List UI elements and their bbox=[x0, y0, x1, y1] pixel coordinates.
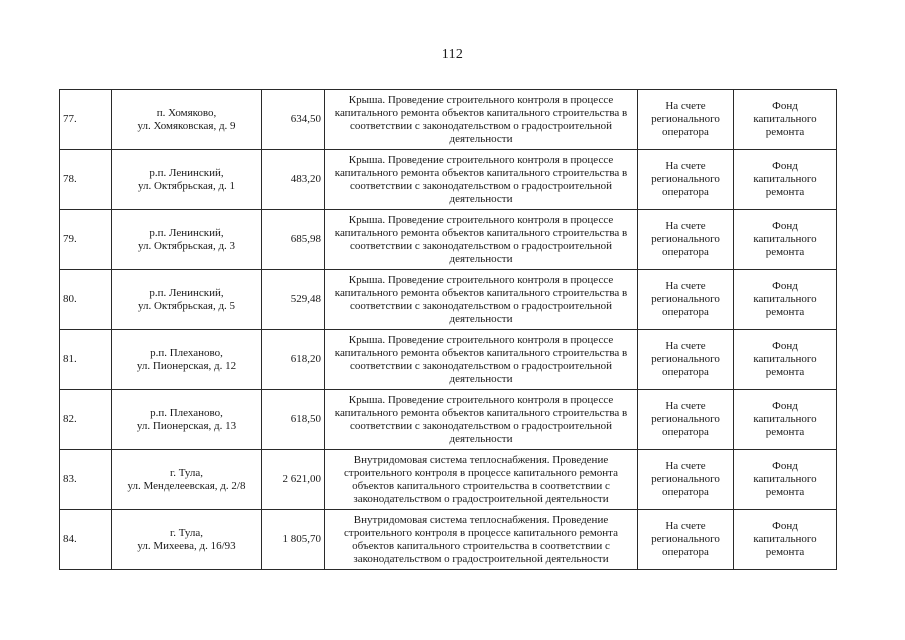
address-locality: р.п. Плеханово, bbox=[150, 406, 223, 419]
area-cell: 2 621,00 bbox=[262, 450, 325, 510]
table-row bbox=[60, 210, 837, 270]
account-method-line: регионального bbox=[651, 293, 720, 305]
account-method-line: оператора bbox=[662, 186, 709, 198]
funding-source-line: капитального bbox=[753, 413, 817, 425]
row-number: 77. bbox=[60, 90, 112, 150]
account-method-cell bbox=[638, 150, 734, 210]
funding-source-line: ремонта bbox=[765, 486, 805, 498]
work-description-cell: Крыша. Проведение строительного контроля в процессе капитального ремонта объектов капитального строительства в соответствии с законодательством о градостроительной деятельности bbox=[325, 150, 638, 210]
account-method-line: оператора bbox=[662, 426, 709, 438]
account-method-cell bbox=[638, 210, 734, 270]
account-method-line: На счете bbox=[665, 160, 706, 172]
account-method-line: На счете bbox=[665, 520, 706, 532]
funding-source-cell bbox=[734, 450, 837, 510]
row-number: 78. bbox=[60, 150, 112, 210]
table-row bbox=[60, 510, 837, 570]
account-method-line: На счете bbox=[665, 460, 706, 472]
funding-source-line: Фонд bbox=[772, 220, 798, 232]
table-row bbox=[60, 150, 837, 210]
work-description-cell: Внутридомовая система теплоснабжения. Проведение строительного контроля в процессе капитального ремонта объектов капитального строительства в соответствии с законодательством о градостроительной деятельности bbox=[325, 510, 638, 570]
account-method-line: На счете bbox=[665, 400, 706, 412]
funding-source-line: Фонд bbox=[772, 460, 798, 472]
address-cell bbox=[112, 90, 262, 150]
address-locality: р.п. Плеханово, bbox=[150, 346, 223, 359]
table-row bbox=[60, 390, 837, 450]
account-method-line: оператора bbox=[662, 486, 709, 498]
area-cell: 529,48 bbox=[262, 270, 325, 330]
area-cell: 618,50 bbox=[262, 390, 325, 450]
area-cell: 1 805,70 bbox=[262, 510, 325, 570]
work-description-cell: Крыша. Проведение строительного контроля в процессе капитального ремонта объектов капитального строительства в соответствии с законодательством о градостроительной деятельности bbox=[325, 90, 638, 150]
account-method-line: оператора bbox=[662, 366, 709, 378]
account-method-line: регионального bbox=[651, 473, 720, 485]
table-row bbox=[60, 270, 837, 330]
funding-source-line: Фонд bbox=[772, 280, 798, 292]
row-number: 82. bbox=[60, 390, 112, 450]
account-method-cell bbox=[638, 510, 734, 570]
funding-source-line: Фонд bbox=[772, 160, 798, 172]
address-street: ул. Октябрьская, д. 5 bbox=[137, 299, 236, 312]
funding-source-line: ремонта bbox=[765, 186, 805, 198]
funding-source-line: капитального bbox=[753, 233, 817, 245]
account-method-line: регионального bbox=[651, 353, 720, 365]
table-row bbox=[60, 450, 837, 510]
work-description-cell: Крыша. Проведение строительного контроля в процессе капитального ремонта объектов капитального строительства в соответствии с законодательством о градостроительной деятельности bbox=[325, 210, 638, 270]
address-street: ул. Пионерская, д. 12 bbox=[136, 359, 237, 372]
account-method-cell bbox=[638, 270, 734, 330]
address-cell bbox=[112, 150, 262, 210]
funding-source-cell bbox=[734, 210, 837, 270]
address-cell bbox=[112, 210, 262, 270]
address-street: ул. Менделеевская, д. 2/8 bbox=[127, 479, 246, 492]
address-cell bbox=[112, 270, 262, 330]
page-number: 112 bbox=[441, 47, 464, 62]
address-street: ул. Михеева, д. 16/93 bbox=[137, 539, 236, 552]
funding-source-line: капитального bbox=[753, 473, 817, 485]
address-locality: п. Хомяково, bbox=[156, 106, 217, 119]
funding-source-line: капитального bbox=[753, 173, 817, 185]
funding-source-line: Фонд bbox=[772, 340, 798, 352]
account-method-line: регионального bbox=[651, 533, 720, 545]
address-locality: р.п. Ленинский, bbox=[149, 286, 224, 299]
account-method-line: На счете bbox=[665, 280, 706, 292]
table-row bbox=[60, 330, 837, 390]
funding-source-cell bbox=[734, 90, 837, 150]
address-street: ул. Хомяковская, д. 9 bbox=[137, 119, 236, 132]
funding-source-cell bbox=[734, 330, 837, 390]
address-cell bbox=[112, 510, 262, 570]
account-method-line: регионального bbox=[651, 233, 720, 245]
funding-source-cell bbox=[734, 510, 837, 570]
work-description-cell: Крыша. Проведение строительного контроля в процессе капитального ремонта объектов капитального строительства в соответствии с законодательством о градостроительной деятельности bbox=[325, 270, 638, 330]
address-locality: г. Тула, bbox=[169, 526, 204, 539]
funding-source-line: Фонд bbox=[772, 520, 798, 532]
account-method-cell bbox=[638, 390, 734, 450]
funding-source-line: ремонта bbox=[765, 366, 805, 378]
area-cell: 685,98 bbox=[262, 210, 325, 270]
row-number: 79. bbox=[60, 210, 112, 270]
funding-source-line: Фонд bbox=[772, 100, 798, 112]
account-method-line: На счете bbox=[665, 100, 706, 112]
account-method-line: регионального bbox=[651, 113, 720, 125]
account-method-cell bbox=[638, 330, 734, 390]
funding-source-cell bbox=[734, 390, 837, 450]
row-number: 84. bbox=[60, 510, 112, 570]
row-number: 83. bbox=[60, 450, 112, 510]
funding-source-line: ремонта bbox=[765, 306, 805, 318]
table-row bbox=[60, 90, 837, 150]
address-cell bbox=[112, 390, 262, 450]
funding-source-line: капитального bbox=[753, 353, 817, 365]
area-cell: 634,50 bbox=[262, 90, 325, 150]
address-street: ул. Октябрьская, д. 1 bbox=[137, 179, 236, 192]
account-method-line: На счете bbox=[665, 340, 706, 352]
funding-source-line: ремонта bbox=[765, 126, 805, 138]
area-cell: 618,20 bbox=[262, 330, 325, 390]
work-description-cell: Внутридомовая система теплоснабжения. Проведение строительного контроля в процессе капитального ремонта объектов капитального строительства в соответствии с законодательством о градостроительной деятельности bbox=[325, 450, 638, 510]
account-method-line: оператора bbox=[662, 126, 709, 138]
account-method-line: оператора bbox=[662, 306, 709, 318]
account-method-line: На счете bbox=[665, 220, 706, 232]
account-method-line: оператора bbox=[662, 246, 709, 258]
area-cell: 483,20 bbox=[262, 150, 325, 210]
funding-source-cell bbox=[734, 150, 837, 210]
address-locality: г. Тула, bbox=[169, 466, 204, 479]
address-cell bbox=[112, 450, 262, 510]
funding-source-line: Фонд bbox=[772, 400, 798, 412]
row-number: 80. bbox=[60, 270, 112, 330]
address-locality: р.п. Ленинский, bbox=[149, 166, 224, 179]
account-method-line: регионального bbox=[651, 173, 720, 185]
funding-source-cell bbox=[734, 270, 837, 330]
funding-source-line: ремонта bbox=[765, 426, 805, 438]
work-description-cell: Крыша. Проведение строительного контроля в процессе капитального ремонта объектов капитального строительства в соответствии с законодательством о градостроительной деятельности bbox=[325, 330, 638, 390]
funding-source-line: ремонта bbox=[765, 246, 805, 258]
account-method-cell bbox=[638, 450, 734, 510]
address-cell bbox=[112, 330, 262, 390]
address-street: ул. Октябрьская, д. 3 bbox=[137, 239, 236, 252]
funding-source-line: ремонта bbox=[765, 546, 805, 558]
capital-repair-table bbox=[59, 89, 837, 570]
funding-source-line: капитального bbox=[753, 533, 817, 545]
funding-source-line: капитального bbox=[753, 293, 817, 305]
account-method-line: оператора bbox=[662, 546, 709, 558]
address-street: ул. Пионерская, д. 13 bbox=[136, 419, 237, 432]
funding-source-line: капитального bbox=[753, 113, 817, 125]
address-locality: р.п. Ленинский, bbox=[149, 226, 224, 239]
work-description-cell: Крыша. Проведение строительного контроля в процессе капитального ремонта объектов капитального строительства в соответствии с законодательством о градостроительной деятельности bbox=[325, 390, 638, 450]
row-number: 81. bbox=[60, 330, 112, 390]
account-method-line: регионального bbox=[651, 413, 720, 425]
account-method-cell bbox=[638, 90, 734, 150]
